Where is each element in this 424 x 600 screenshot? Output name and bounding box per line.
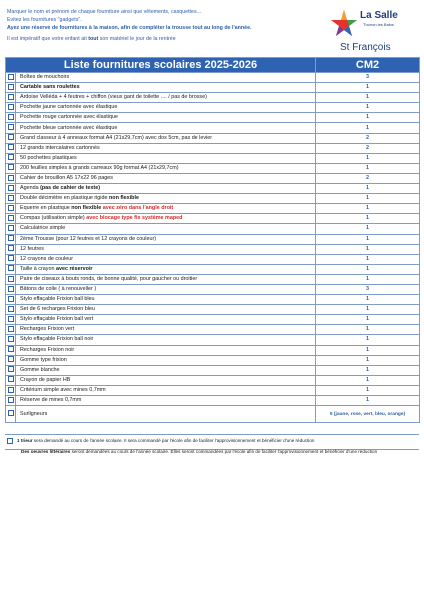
table-row <box>6 274 420 284</box>
item-quantity: 2 <box>316 173 420 183</box>
table-row <box>6 73 420 83</box>
table-row <box>6 375 420 385</box>
table-row <box>6 315 420 325</box>
item-label <box>16 93 316 103</box>
checkbox[interactable] <box>8 84 14 90</box>
item-quantity: 1 <box>316 244 420 254</box>
item-quantity: 1 <box>316 234 420 244</box>
item-label <box>16 305 316 315</box>
checkbox[interactable] <box>8 205 14 211</box>
checkbox[interactable] <box>8 154 14 160</box>
checkbox-cell <box>6 153 16 163</box>
item-label <box>16 325 316 335</box>
item-label <box>16 254 316 264</box>
item-label <box>16 234 316 244</box>
checkbox-cell <box>6 355 16 365</box>
item-label-part: 12 grands intercalaires cartonnés <box>20 144 100 151</box>
item-quantity: 1 <box>316 83 420 93</box>
item-label-part: 50 pochettes plastiques <box>20 154 77 161</box>
item-label-part: Boîtes de mouchoirs <box>20 74 70 81</box>
item-label <box>16 345 316 355</box>
class-label: CM2 <box>316 58 420 73</box>
table-row <box>6 194 420 204</box>
table-row <box>6 224 420 234</box>
item-label <box>16 73 316 83</box>
item-quantity: 1 <box>316 335 420 345</box>
table-row <box>6 133 420 143</box>
checkbox-cell <box>6 93 16 103</box>
checkbox[interactable] <box>8 164 14 170</box>
item-quantity: 1 <box>316 305 420 315</box>
table-row <box>6 365 420 375</box>
item-label <box>16 133 316 143</box>
item-label <box>16 284 316 294</box>
checkbox[interactable] <box>8 94 14 100</box>
checkbox[interactable] <box>8 225 14 231</box>
item-label-part: (pas de cahier de texte) <box>40 185 101 192</box>
table-row <box>6 396 420 406</box>
checkbox-cell <box>6 184 16 194</box>
item-quantity: 1 <box>316 163 420 173</box>
item-label-part: Recharges Frixion noir <box>20 346 75 353</box>
checkbox[interactable] <box>8 356 14 362</box>
checkbox[interactable] <box>8 336 14 342</box>
item-label-part: Gomme blanche <box>20 366 60 373</box>
intro-line-2: Evitez les fournitures "gadgets". <box>7 17 82 23</box>
table-row <box>6 355 420 365</box>
checkbox-cell <box>6 345 16 355</box>
table-row <box>6 153 420 163</box>
checkbox-cell <box>6 406 16 423</box>
table-row <box>6 244 420 254</box>
footer-oeuvres-text: seront demandées au cours de l'année scolaire. Elles seront commandées par l'école afin de faciliter l'approvisionnement et bénéficier d'une réduction <box>70 449 378 454</box>
item-quantity: 5 (jaune, rose, vert, bleu, orange) <box>316 406 420 423</box>
item-quantity: 1 <box>316 355 420 365</box>
item-label-part: Bâtons de colle ( à renouveller ) <box>20 286 97 293</box>
item-label-part: Compas (utilisation simple) <box>20 215 87 222</box>
checkbox-cell <box>6 264 16 274</box>
item-quantity: 1 <box>316 103 420 113</box>
item-label-part: Calculatrice simple <box>20 225 66 232</box>
footer-trieur-bold: 1 trieur <box>17 438 33 443</box>
checkbox-cell <box>6 274 16 284</box>
table-row <box>6 83 420 93</box>
item-label <box>16 315 316 325</box>
item-label-part: Set de 6 recharges Frixion bleu <box>20 306 95 313</box>
item-label-part: non flexible <box>109 195 139 202</box>
checkbox[interactable] <box>8 124 14 130</box>
table-row <box>6 335 420 345</box>
item-quantity: 1 <box>316 264 420 274</box>
table-row <box>6 385 420 395</box>
logo-name: La Salle <box>360 10 398 21</box>
table-row <box>6 204 420 214</box>
item-label-part: Stylo effaçable Frixion ball bleu <box>20 296 95 303</box>
checkbox[interactable] <box>8 326 14 332</box>
table-row <box>6 254 420 264</box>
checkbox-cell <box>6 113 16 123</box>
item-label-part: Agenda <box>20 185 41 192</box>
supply-rows <box>6 73 420 423</box>
item-quantity: 1 <box>316 204 420 214</box>
checkbox-cell <box>6 73 16 83</box>
item-quantity: 1 <box>316 93 420 103</box>
checkbox[interactable] <box>8 104 14 110</box>
checkbox[interactable] <box>8 265 14 271</box>
star-logo-icon <box>330 8 360 42</box>
checkbox[interactable] <box>8 114 14 120</box>
item-quantity: 1 <box>316 396 420 406</box>
checkbox-cell <box>6 375 16 385</box>
intro-line-4-c: son matériel le jour de la rentrée <box>98 36 176 42</box>
item-label-part: Critérium simple avec mines 0,7mm <box>20 386 106 393</box>
table-row <box>6 214 420 224</box>
checkbox-cell <box>6 295 16 305</box>
item-label <box>16 143 316 153</box>
intro-notes <box>7 8 325 43</box>
item-label-part: avec zéro dans l'angle droit <box>101 205 174 212</box>
item-label-part: Recharges Frixion vert <box>20 326 75 333</box>
item-label-part: Réserve de mines 0,7mm <box>20 397 82 404</box>
item-label <box>16 375 316 385</box>
checkbox[interactable] <box>8 296 14 302</box>
logo-place: St François <box>340 42 391 53</box>
table-row <box>6 113 420 123</box>
item-label-part: Gomme type frixion <box>20 356 67 363</box>
table-row <box>6 295 420 305</box>
table-row <box>6 234 420 244</box>
item-label-part: non flexible <box>71 205 102 212</box>
item-quantity: 3 <box>316 284 420 294</box>
checkbox[interactable] <box>8 316 14 322</box>
school-logo <box>330 6 410 54</box>
checkbox[interactable] <box>8 366 14 372</box>
checkbox-cell <box>6 385 16 395</box>
checkbox-cell <box>6 244 16 254</box>
footer-note-oeuvres <box>5 448 419 455</box>
item-label <box>16 103 316 113</box>
item-label <box>16 153 316 163</box>
table-row <box>6 325 420 335</box>
item-label <box>16 335 316 345</box>
footer-trieur-text: sera demandé au cours de l'année scolaire. Il sera commandé par l'école afin de faciliter l'approvisionnement et bénéficier d'une réduction <box>32 438 315 443</box>
checkbox-cell <box>6 173 16 183</box>
item-label-part: Double décimètre en plastique rigide <box>20 195 109 202</box>
checkbox[interactable] <box>8 245 14 251</box>
checkbox[interactable] <box>8 195 14 201</box>
logo-sub: Thonon les Bains <box>363 22 394 27</box>
table-row <box>6 173 420 183</box>
table-title: Liste fournitures scolaires 2025-2026 <box>6 58 316 73</box>
item-quantity: 1 <box>316 123 420 133</box>
checkbox[interactable] <box>8 376 14 382</box>
item-label <box>16 113 316 123</box>
checkbox-cell <box>6 224 16 234</box>
item-label-part: 2ème Trousse (pour 12 feutres et 12 crayons de couleur) <box>20 235 157 242</box>
item-quantity: 1 <box>316 375 420 385</box>
item-quantity: 1 <box>316 184 420 194</box>
checkbox[interactable] <box>8 235 14 241</box>
item-quantity: 1 <box>316 345 420 355</box>
checkbox[interactable] <box>8 276 14 282</box>
checkbox-cell <box>6 365 16 375</box>
checkbox-cell <box>6 325 16 335</box>
item-label-part: 12 crayons de couleur <box>20 255 74 262</box>
item-quantity: 1 <box>316 194 420 204</box>
item-quantity: 1 <box>316 315 420 325</box>
intro-line-4-b: tout <box>88 36 99 42</box>
item-label-part: Pochette bleue cartonnée avec élastique <box>20 124 118 131</box>
item-label <box>16 295 316 305</box>
checkbox-cell <box>6 83 16 93</box>
item-quantity: 1 <box>316 214 420 224</box>
item-label-part: 12 feutres <box>20 245 44 252</box>
item-label-part: avec réservoir <box>55 265 93 272</box>
checkbox-cell <box>6 103 16 113</box>
table-row <box>6 93 420 103</box>
item-quantity: 2 <box>316 133 420 143</box>
checkbox[interactable] <box>8 286 14 292</box>
table-row <box>6 143 420 153</box>
checkbox[interactable] <box>8 346 14 352</box>
item-label <box>16 123 316 133</box>
table-row <box>6 163 420 173</box>
item-label-part: Stylo effaçable Frixion ball noir <box>20 336 94 343</box>
item-label <box>16 396 316 406</box>
item-label-part: Paire de ciseaux à bouts ronds, de bonne qualité, pour gaucher ou droitier <box>20 275 198 282</box>
item-label <box>16 385 316 395</box>
item-label <box>16 184 316 194</box>
table-row <box>6 305 420 315</box>
table-row <box>6 264 420 274</box>
checkbox[interactable] <box>8 306 14 312</box>
item-quantity: 2 <box>316 143 420 153</box>
checkbox-cell <box>6 163 16 173</box>
item-quantity: 1 <box>316 365 420 375</box>
item-quantity: 1 <box>316 325 420 335</box>
item-quantity: 3 <box>316 73 420 83</box>
checkbox-cell <box>6 234 16 244</box>
item-label-part: Pochette rouge cartonnée avec élastique <box>20 114 118 121</box>
checkbox-cell <box>6 194 16 204</box>
checkbox-cell <box>6 123 16 133</box>
item-label-part: sans roulettes <box>43 84 80 91</box>
item-label <box>16 365 316 375</box>
item-quantity: 1 <box>316 113 420 123</box>
checkbox[interactable] <box>8 215 14 221</box>
item-label <box>16 406 316 423</box>
item-label <box>16 224 316 234</box>
item-label <box>16 163 316 173</box>
checkbox-cell <box>6 204 16 214</box>
checkbox-cell <box>6 254 16 264</box>
checkbox[interactable] <box>8 175 14 181</box>
table-row <box>6 406 420 423</box>
checkbox-cell <box>6 133 16 143</box>
checkbox[interactable] <box>7 438 13 444</box>
item-label-part: Ardoise Velléda + 4 feutres + chiffon (vieux gant de toilette .... / pas de brosse) <box>20 94 207 101</box>
item-label-part: Cartable <box>20 84 44 91</box>
checkbox[interactable] <box>8 387 14 393</box>
item-label-part: Surligneurs <box>20 410 48 417</box>
item-label <box>16 204 316 214</box>
checkbox[interactable] <box>8 410 14 416</box>
checkbox-cell <box>6 143 16 153</box>
table-row <box>6 284 420 294</box>
table-row <box>6 345 420 355</box>
item-label <box>16 244 316 254</box>
item-label <box>16 264 316 274</box>
footer-oeuvres-bold: Des oeuvres littéraires <box>21 449 71 454</box>
item-quantity: 1 <box>316 224 420 234</box>
item-label-part: Cahier de brouillon A5 17x22 96 pages <box>20 174 113 181</box>
item-quantity: 1 <box>316 254 420 264</box>
item-label-part: Grand classeur à 4 anneaux format A4 (21x29,7cm) avec dos 5cm, pas de levier <box>20 134 213 141</box>
item-label-part: Pochette jaune cartonnée avec élastique <box>20 104 118 111</box>
checkbox-cell <box>6 305 16 315</box>
item-label-part: Crayon de papier HB <box>20 376 71 383</box>
item-label <box>16 214 316 224</box>
item-label <box>16 355 316 365</box>
item-quantity: 1 <box>316 153 420 163</box>
item-label <box>16 83 316 93</box>
item-quantity: 1 <box>316 385 420 395</box>
item-label-part: avec blocage type fix système maped <box>86 215 183 222</box>
checkbox[interactable] <box>8 255 14 261</box>
checkbox-cell <box>6 214 16 224</box>
table-row <box>6 103 420 113</box>
checkbox[interactable] <box>8 185 14 191</box>
intro-line-4 <box>7 35 325 43</box>
item-label-part: Taille à crayon <box>20 265 56 272</box>
item-label <box>16 194 316 204</box>
item-quantity: 1 <box>316 274 420 284</box>
intro-line-1: Marquer le nom et prénom de chaque fourniture ainsi que vêtements, casquettes... <box>7 9 202 15</box>
item-label <box>16 173 316 183</box>
checkbox[interactable] <box>8 74 14 80</box>
supply-table <box>5 57 420 423</box>
item-label <box>16 274 316 284</box>
item-quantity: 1 <box>316 295 420 305</box>
checkbox-cell <box>6 315 16 325</box>
checkbox-cell <box>6 284 16 294</box>
item-label-part: 200 feuilles simples à grands carreaux 90g format A4 (21x29,7cm) <box>20 164 179 171</box>
table-row <box>6 184 420 194</box>
intro-line-4-a: Il est impératif que votre enfant ait <box>7 36 89 42</box>
checkbox[interactable] <box>8 134 14 140</box>
checkbox-cell <box>6 335 16 345</box>
table-row <box>6 123 420 133</box>
checkbox[interactable] <box>8 397 14 403</box>
checkbox[interactable] <box>8 144 14 150</box>
intro-line-3: Ayez une réserve de fournitures à la maison, afin de compléter la trousse tout au long de l'année. <box>7 25 252 31</box>
item-label-part: Equerre en plastique <box>20 205 72 212</box>
checkbox-cell <box>6 396 16 406</box>
item-label-part: Stylo effaçable Frixion ball vert <box>20 316 94 323</box>
